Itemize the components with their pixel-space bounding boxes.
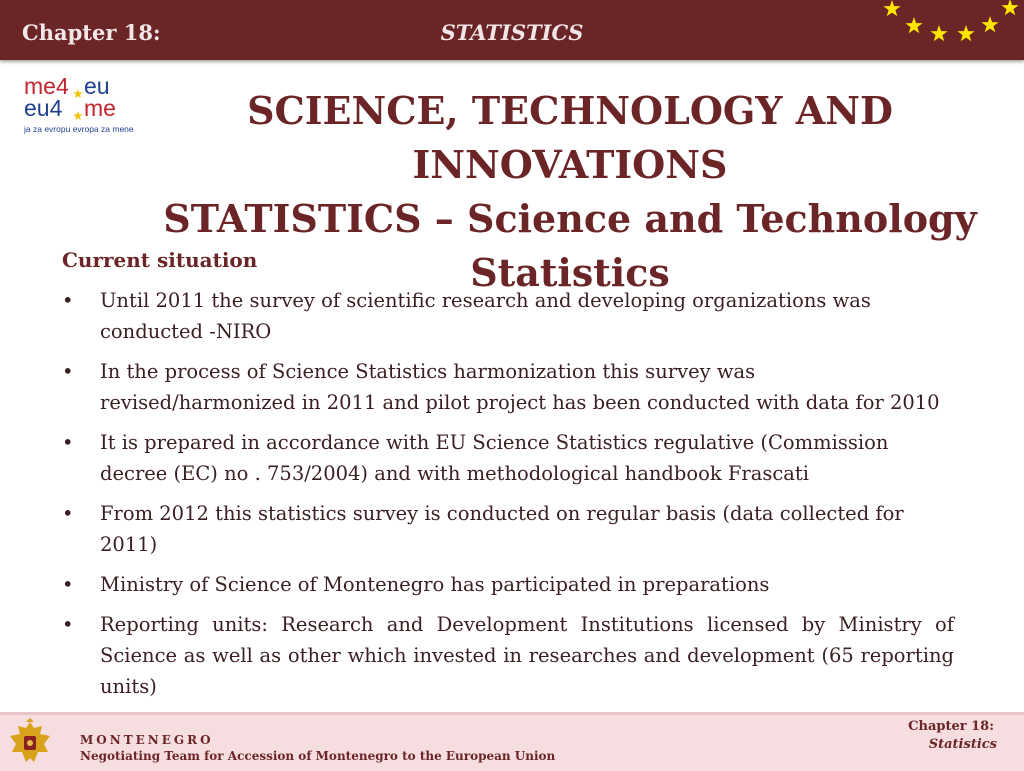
footer-topic: Statistics <box>928 737 997 752</box>
eu-stars-icon <box>870 0 1024 52</box>
header-topic: STATISTICS <box>440 20 584 45</box>
footer-team: Negotiating Team for Accession of Montenegro to the European Union <box>80 749 556 763</box>
logo-line2-b: me <box>84 95 116 121</box>
title-line-3: Statistics <box>470 250 670 295</box>
bullet-item: • Ministry of Science of Montenegro has participated in preparations <box>62 569 954 600</box>
logo-line1-b: eu <box>84 74 110 99</box>
slide-title <box>140 84 1000 300</box>
title-line-2: STATISTICS – Science and Technology <box>163 196 977 241</box>
footer-chapter: Chapter 18: <box>908 719 994 734</box>
star-icon <box>905 17 922 33</box>
footer-bar <box>0 712 1024 771</box>
logo-tagline: ja za evropu evropa za mene <box>24 124 134 134</box>
bullet-item: • In the process of Science Statistics harmonization this survey was revised/harmonized in 2011 and pilot project has been conducted with data for 2010 <box>62 356 954 418</box>
montenegro-coat-of-arms-icon <box>6 718 54 768</box>
logo-star-icon <box>73 89 83 98</box>
bullet-list <box>62 285 954 711</box>
bullet-item: • It is prepared in accordance with EU Science Statistics regulative (Commission decree (EC) no . 753/2004) and with methodological handbook Frascati <box>62 427 954 489</box>
bullet-item: • From 2012 this statistics survey is conducted on regular basis (data collected for 2011) <box>62 498 954 560</box>
logo-star-icon <box>73 111 83 120</box>
star-icon <box>883 0 900 16</box>
star-icon <box>957 25 974 41</box>
footer-country: MONTENEGRO <box>80 733 214 747</box>
logo-line1-a: me4 <box>24 74 69 99</box>
star-icon <box>1001 0 1018 15</box>
star-icon <box>981 16 998 32</box>
me4eu-logo <box>24 74 148 140</box>
logo-line2-a: eu4 <box>24 95 63 121</box>
bullet-item: • Until 2011 the survey of scientific research and developing organizations was conducted -NIRO <box>62 285 954 347</box>
star-icon <box>930 25 947 41</box>
header-bar <box>0 0 1024 60</box>
section-subheading: Current situation <box>62 248 258 272</box>
bullet-item: • Reporting units: Research and Development Institutions licensed by Ministry of Science as well as other which invested in researches and development (65 reporting units) <box>62 609 954 702</box>
title-line-1: SCIENCE, TECHNOLOGY AND INNOVATIONS <box>247 88 893 187</box>
header-chapter: Chapter 18: <box>22 20 161 45</box>
